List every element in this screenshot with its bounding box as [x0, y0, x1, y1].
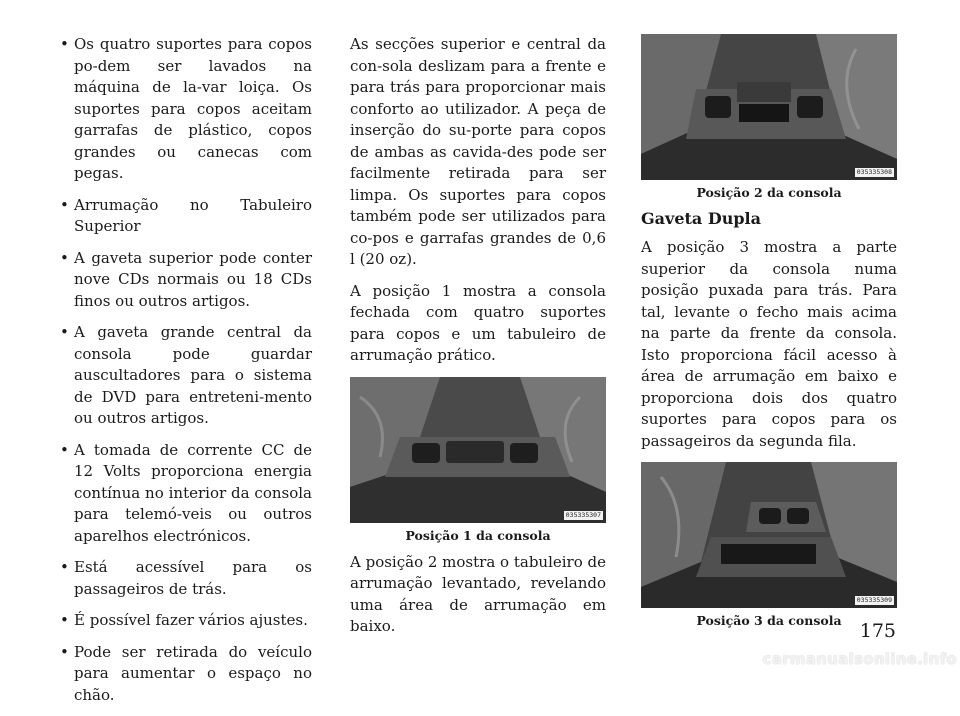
console-photo	[641, 34, 897, 180]
image-code: 035335309	[856, 596, 892, 604]
console-illustration	[641, 462, 897, 608]
list-item: • A gaveta superior pode conter nove CDs normais ou 18 CDs finos ou outros artigos.	[60, 248, 312, 313]
console-photo	[641, 462, 897, 608]
body-paragraph: A posição 1 mostra a consola fechada com quatro suportes para copos e um tabuleiro de arrumação prático.	[350, 281, 606, 364]
feature-list	[60, 34, 312, 706]
middle-column	[350, 34, 606, 648]
list-item: • Arrumação no Tabuleiro Superior	[60, 195, 312, 238]
figure-console-position-1	[350, 377, 606, 544]
list-item: • Está acessível para os passageiros de trás.	[60, 557, 312, 600]
figure-console-position-2	[641, 34, 897, 201]
section-heading: Gaveta Dupla	[641, 209, 761, 228]
list-item: • Pode ser retirada do veículo para aumentar o espaço no chão.	[60, 642, 312, 707]
watermark: carmanualsonline.info	[762, 650, 957, 668]
right-column	[641, 34, 897, 637]
list-item: • Os quatro suportes para copos po-dem ser lavados na máquina de la-var loiça. Os suportes para copos aceitam garrafas de plástico, copos grandes ou canecas com pegas.	[60, 34, 312, 185]
figure-caption: Posição 1 da consola	[405, 527, 551, 543]
list-item: • A tomada de corrente CC de 12 Volts proporciona energia contínua no interior da consola para telemó-veis ou outros aparelhos electrónicos.	[60, 440, 312, 548]
left-column	[60, 34, 312, 716]
console-illustration	[350, 377, 606, 523]
figure-console-position-3	[641, 462, 897, 629]
figure-caption: Posição 2 da consola	[696, 185, 842, 200]
image-code: 035335308	[856, 168, 892, 176]
body-paragraph: As secções superior e central da con-sola deslizam para a frente e para trás para proporcionar mais conforto ao utilizador. A peça de inserção do su-porte para copos de ambas as cavida-des pode ser facilmente retirada para ser limpa. Os suportes para copos também pode ser utilizados para co-pos e garrafas grandes de 0,6 l (20 oz).	[350, 35, 606, 268]
list-item: • A gaveta grande central da consola pode guardar auscultadores para o sistema de DVD para entreteni-mento ou outros artigos.	[60, 322, 312, 430]
body-paragraph: A posição 3 mostra a parte superior da consola numa posição puxada para trás. Para tal, levante o fecho mais acima na parte da frente da consola. Isto proporciona fácil acesso à área de arrumação em baixo e proporciona dois dos quatro suportes para copos para os passageiros da segunda fila.	[641, 238, 897, 450]
console-illustration	[641, 34, 897, 180]
page-number: 175	[859, 620, 896, 642]
image-code: 035335307	[565, 510, 601, 519]
list-item: • É possível fazer vários ajustes.	[60, 610, 312, 632]
body-paragraph: A posição 2 mostra o tabuleiro de arrumação levantado, revelando uma área de arrumação em baixo.	[350, 552, 606, 635]
figure-caption: Posição 3 da consola	[696, 613, 842, 628]
console-photo	[350, 377, 606, 523]
